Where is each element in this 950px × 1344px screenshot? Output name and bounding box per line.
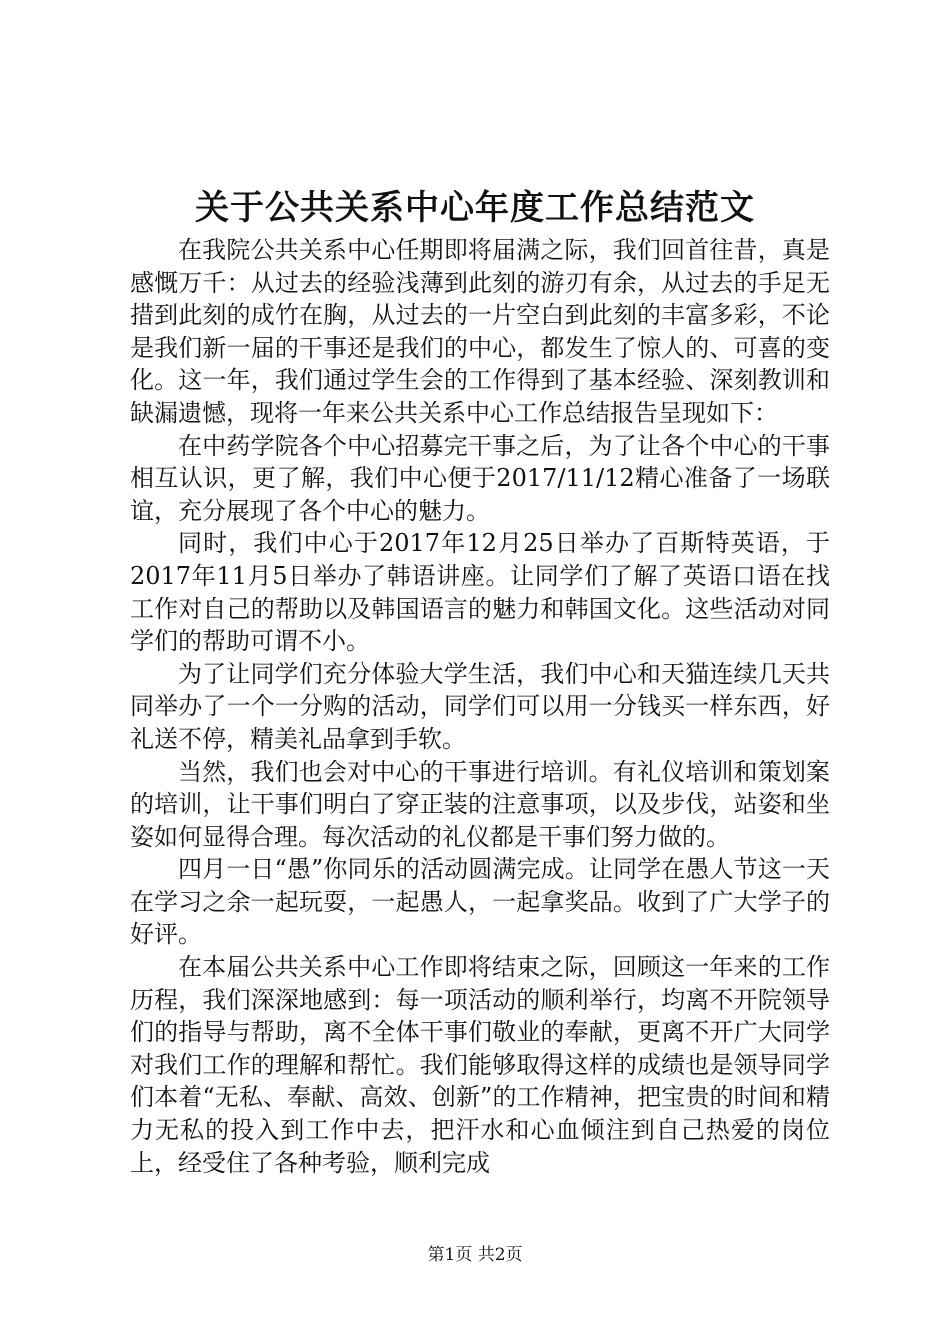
document-title: 关于公共关系中心年度工作总结范文 — [195, 188, 755, 228]
paragraph: 同时，我们中心于2017年12月25日举办了百斯特英语，于2017年11月5日举办了韩语讲座。让同学们了解了英语口语在找工作对自己的帮助以及韩国语言的魅力和韩国文化。这些活动对同学们的帮助可谓不小。 — [130, 529, 830, 656]
paragraph: 在本届公共关系中心工作即将结束之际，回顾这一年来的工作历程，我们深深地感到：每一项活动的顺利举行，均离不开院领导们的指导与帮助，离不全体干事们敬业的奉献，更离不开广大同学对我们工作的理解和帮忙。我们能够取得这样的成绩也是领导同学们本着“无私、奉献、高效、创新”的工作精神，把宝贵的时间和精力无私的投入到工作中去，把汗水和心血倾注到自己热爱的岗位上，经受住了各种考验，顺利完成 — [130, 953, 830, 1177]
paragraph: 为了让同学们充分体验大学生活，我们中心和天猫连续几天共同举办了一个一分购的活动，同学们可以用一分钱买一样东西，好礼送不停，精美礼品拿到手软。 — [130, 659, 830, 753]
paragraph: 在我院公共关系中心任期即将届满之际，我们回首往昔，真是感慨万千：从过去的经验浅薄到此刻的游刃有余，从过去的手足无措到此刻的成竹在胸，从过去的一片空白到此刻的丰富多彩，不论是我们新一届的干事还是我们的中心，都发生了惊人的、可喜的变化。这一年，我们通过学生会的工作得到了基本经验、深刻教训和缺漏遗憾，现将一年来公共关系中心工作总结报告呈现如下： — [130, 236, 830, 427]
paragraph: 当然，我们也会对中心的干事进行培训。有礼仪培训和策划案的培训，让干事们明白了穿正装的注意事项，以及步伐，站姿和坐姿如何显得合理。每次活动的礼仪都是干事们努力做的。 — [130, 757, 830, 851]
document-body — [130, 234, 830, 1179]
paragraph: 四月一日“愚”你同乐的活动圆满完成。让同学在愚人节这一天在学习之余一起玩耍，一起愚人，一起拿奖品。收到了广大学子的好评。 — [130, 855, 830, 949]
paragraph: 在中药学院各个中心招募完干事之后，为了让各个中心的干事相互认识，更了解，我们中心便于2017/11/12精心准备了一场联谊，充分展现了各个中心的魅力。 — [130, 431, 830, 525]
page-number-footer: 第1页 共2页 — [427, 1245, 523, 1265]
